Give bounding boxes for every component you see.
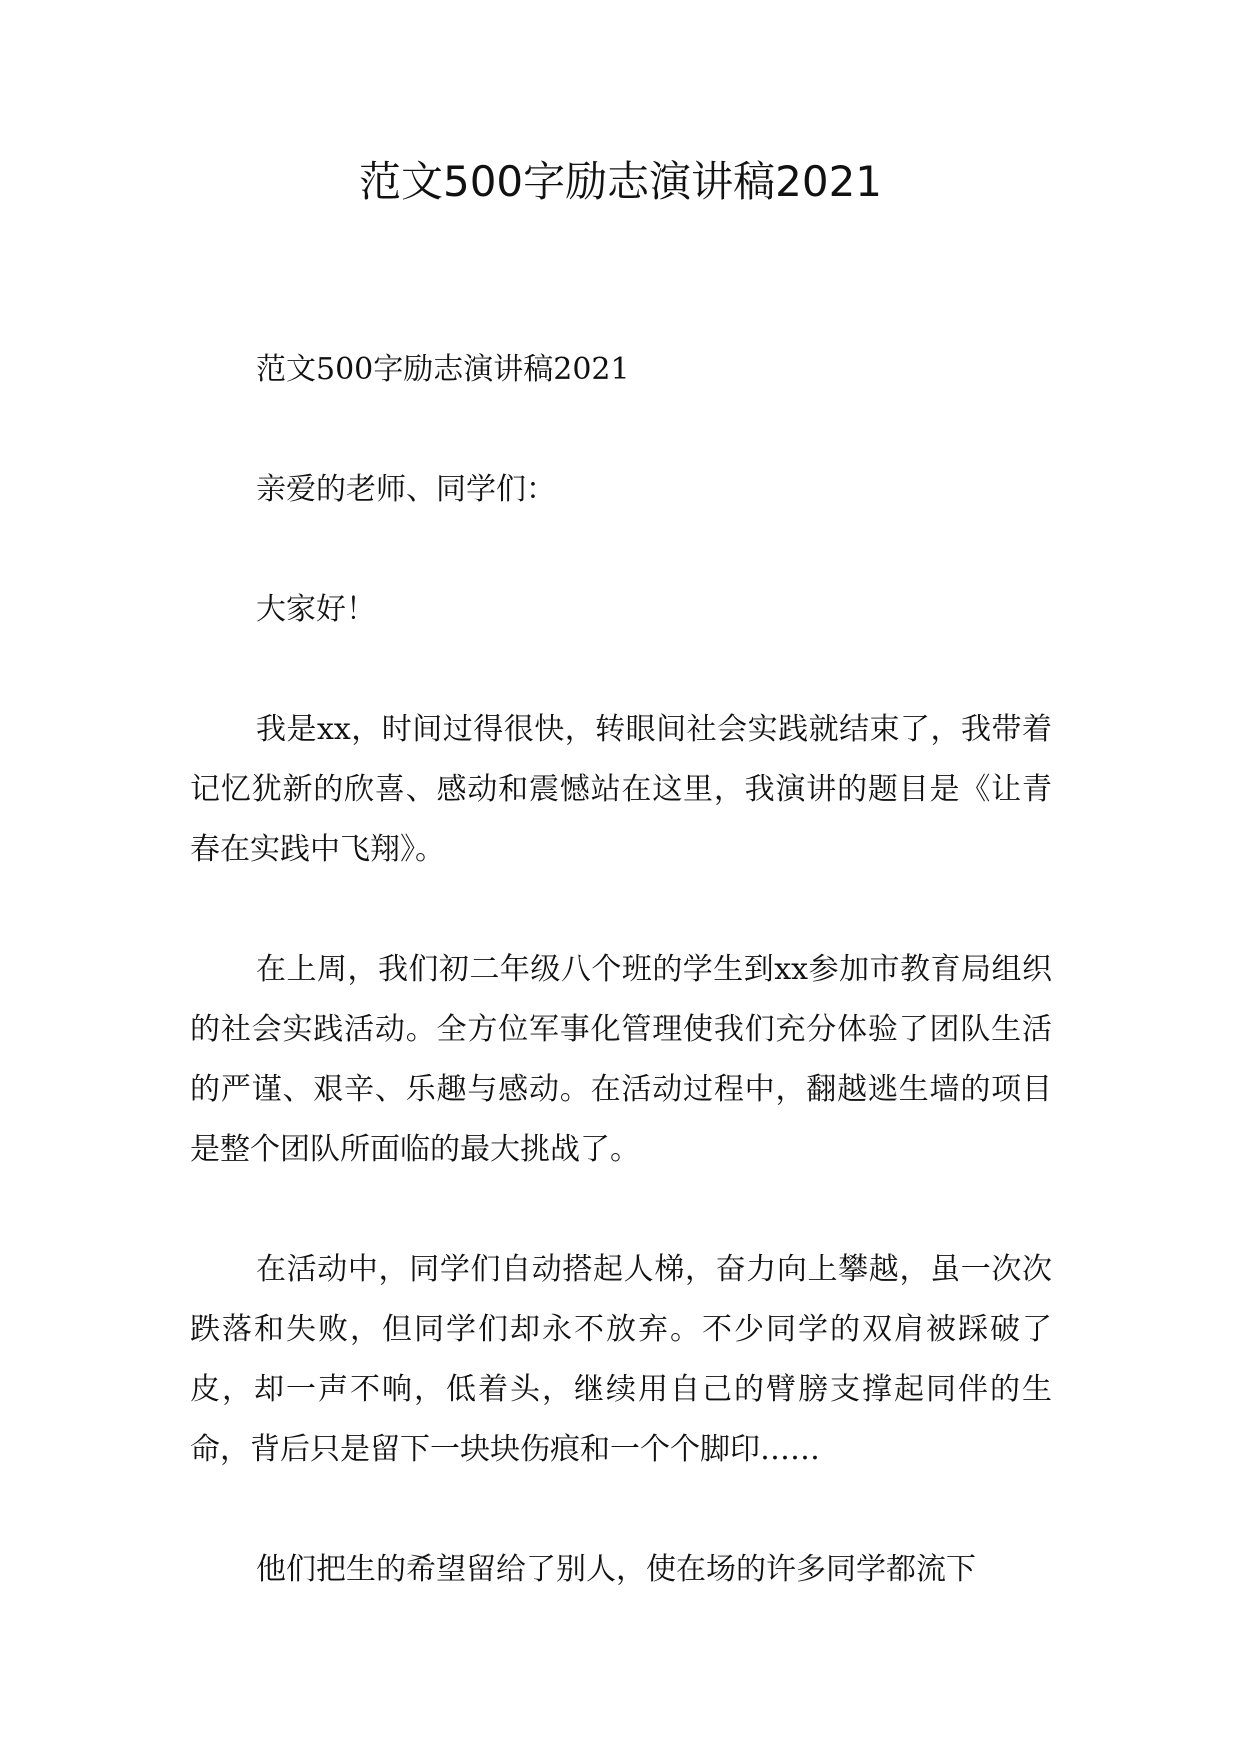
paragraph-subtitle: 范文500字励志演讲稿2021 bbox=[256, 352, 630, 387]
paragraph-activity: 在上周，我们初二年级八个班的学生到xx参加市教育局组织的社会实践活动。全方位军事化管理使我们充分体验了团队生活的严谨、艰辛、乐趣与感动。在活动过程中，翻越逃生墙的项目是整个团队所面临的最大挑战了。 bbox=[190, 952, 1052, 1167]
paragraph-challenge: 在活动中，同学们自动搭起人梯，奋力向上攀越，虽一次次跌落和失败，但同学们却永不放弃。不少同学的双肩被踩破了皮，却一声不响，低着头，继续用自己的臂膀支撑起同伴的生命，背后只是留下一块块伤痕和一个个脚印…… bbox=[190, 1252, 1052, 1467]
document-body bbox=[190, 340, 1052, 1660]
paragraph-greeting: 大家好！ bbox=[256, 592, 376, 627]
document-title: 范文500字励志演讲稿2021 bbox=[358, 157, 883, 206]
paragraph-intro: 我是xx，时间过得很快，转眼间社会实践就结束了，我带着记忆犹新的欣喜、感动和震憾站在这里，我演讲的题目是《让青春在实践中飞翔》。 bbox=[190, 712, 1052, 867]
paragraph-salutation: 亲爱的老师、同学们： bbox=[256, 472, 556, 507]
paragraph-hope: 他们把生的希望留给了别人，使在场的许多同学都流下 bbox=[256, 1552, 976, 1587]
